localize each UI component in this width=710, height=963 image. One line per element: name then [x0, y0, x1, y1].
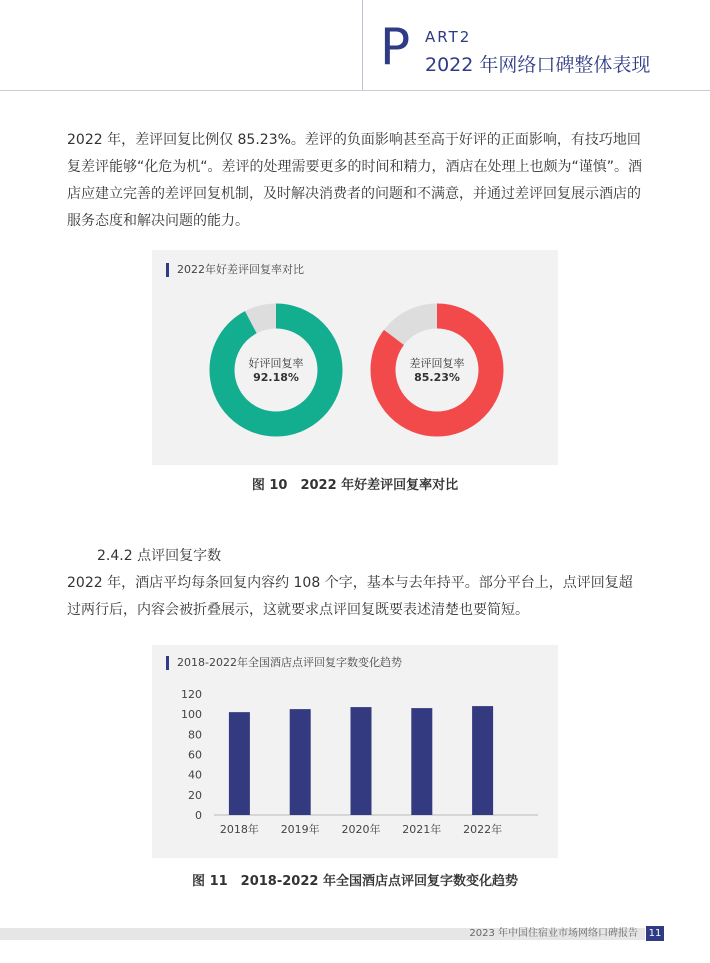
subsection-heading: 2.4.2 点评回复字数	[97, 548, 222, 564]
x-tick-label: 2021年	[402, 823, 442, 836]
donut-positive	[209, 303, 343, 437]
paragraph-reply-ratio: 2022 年，差评回复比例仅 85.23%。差评的负面影响甚至高于好评的正面影响，有技巧地回复差评能够“化危为机“。差评的处理需要更多的时间和精力，酒店在处理上也颇为“谨慎”。酒店应建立完善的差评回复机制，及时解决消费者的问题和不满意，并通过差评回复展示酒店的服务态度和解决问题的能力。	[67, 132, 643, 229]
bar	[472, 706, 493, 815]
bar	[290, 709, 311, 815]
y-tick-label: 40	[188, 768, 202, 782]
bar-chart	[152, 645, 558, 858]
x-tick-label: 2022年	[463, 823, 503, 836]
bar	[411, 708, 432, 815]
donut-negative	[370, 303, 504, 437]
donut-value: 92.18%	[253, 371, 299, 384]
paragraph-reply-length: 2022 年，酒店平均每条回复内容约 108 个字，基本与去年持平。部分平台上，点评回复超过两行后，内容会被折叠展示，这就要求点评回复既要表述清楚也要简短。	[67, 575, 633, 618]
x-tick-label: 2020年	[341, 823, 381, 836]
y-tick-label: 120	[181, 688, 202, 701]
y-tick-label: 60	[188, 748, 202, 762]
x-tick-label: 2018年	[219, 823, 259, 836]
donut-figure	[152, 250, 558, 465]
bar	[229, 712, 250, 815]
header-rule	[0, 90, 710, 91]
bar	[351, 707, 372, 815]
y-tick-label: 80	[188, 728, 202, 742]
y-tick-label: 0	[195, 809, 202, 822]
x-tick-label: 2019年	[280, 823, 320, 836]
donut-value: 85.23%	[414, 371, 460, 384]
page-number: 11	[646, 926, 664, 941]
figure-title: 2022年好差评回复率对比	[166, 263, 304, 277]
y-tick-label: 20	[188, 788, 202, 802]
donut-label: 差评回复率	[409, 357, 465, 370]
footer-report-title: 2023 年中国住宿业市场网络口碑报告	[469, 928, 638, 939]
y-tick-label: 100	[181, 708, 202, 722]
donut-label: 好评回复率	[248, 357, 304, 370]
part-letter: P	[380, 18, 411, 76]
section-title: 2022 年网络口碑整体表现	[425, 54, 651, 76]
header-divider	[362, 0, 363, 90]
figure-caption: 图 10 2022 年好差评回复率对比	[251, 478, 459, 493]
figure-title: 2018-2022年全国酒店点评回复字数变化趋势	[166, 656, 402, 670]
bar-figure	[152, 645, 558, 858]
figure-caption: 图 11 2018-2022 年全国酒店点评回复字数变化趋势	[192, 874, 518, 889]
part-label: ART2	[425, 28, 472, 46]
